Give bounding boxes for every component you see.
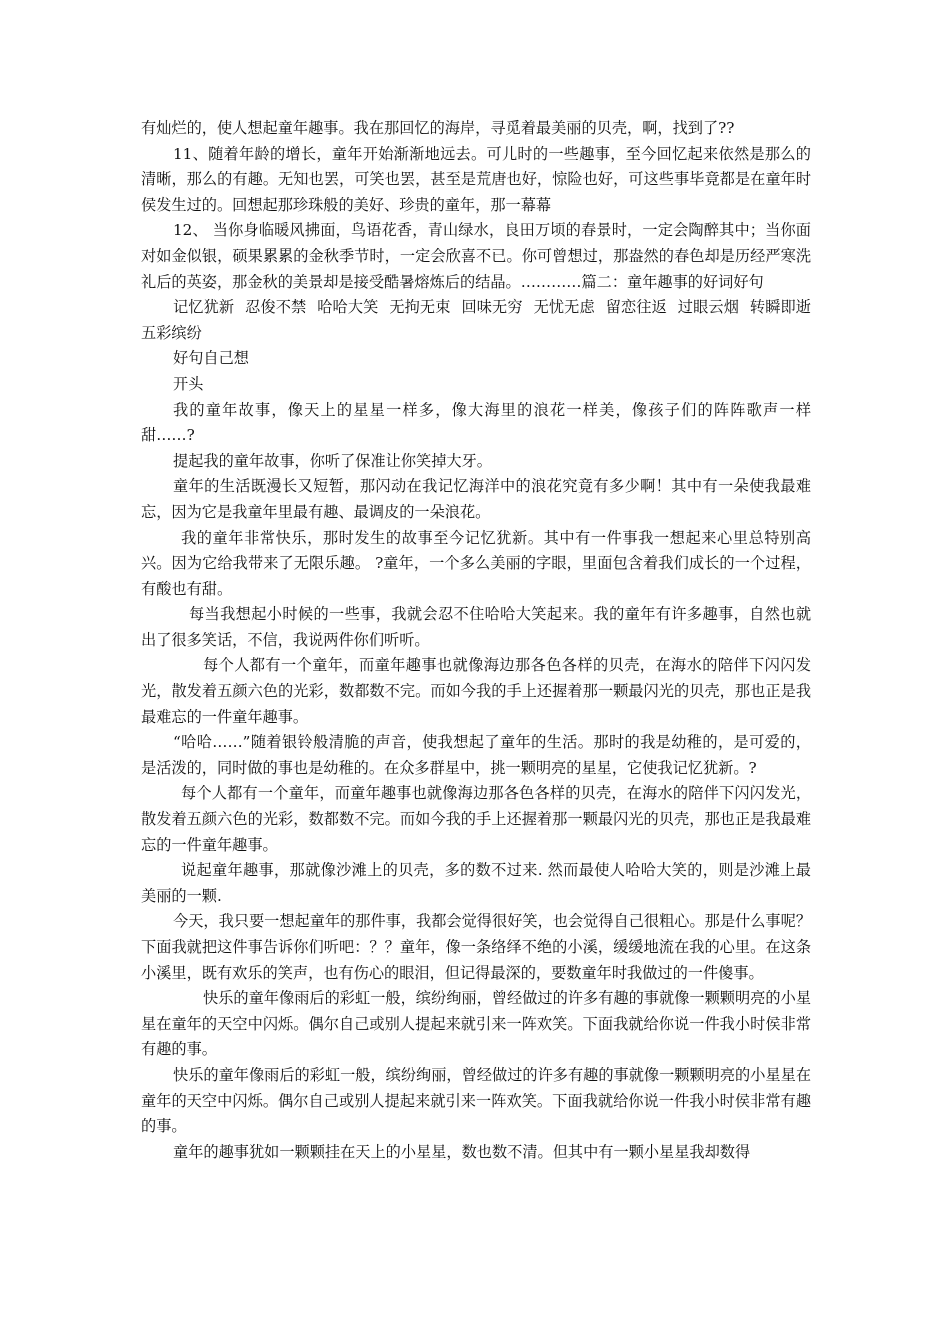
paragraph: 我的童年故事，像天上的星星一样多，像大海里的浪花一样美，像孩子们的阵阵歌声一样甜……? <box>141 400 811 445</box>
paragraph: 我的童年非常快乐，那时发生的故事至今记忆犹新。其中有一件事我一想起来心里总特别高兴。因为它给我带来了无限乐趣。 ?童年，一个多么美丽的字眼，里面包含着我们成长的一个过程，有酸也有甜。 <box>141 528 811 598</box>
paragraph: 说起童年趣事，那就像沙滩上的贝壳，多的数不过来. 然而最使人哈哈大笑的，则是沙滩上最美丽的一颗. <box>141 861 811 905</box>
paragraph: 童年的趣事犹如一颗颗挂在天上的小星星，数也数不清。但其中有一颗小星星我却数得 <box>173 1142 751 1161</box>
paragraph: “哈哈……”随着银铃般清脆的声音，使我想起了童年的生活。那时的我是幼稚的，是可爱的，是活泼的，同时做的事也是幼稚的。在众多群星中，挑一颗明亮的星星，它使我记忆犹新。? <box>141 733 811 777</box>
paragraph-continuation: 有灿烂的，使人想起童年趣事。我在那回忆的海岸，寻觅着最美丽的贝壳，啊，找到了?? <box>141 119 735 137</box>
paragraph: 每当我想起小时候的一些事，我就会忍不住哈哈大笑起来。我的童年有许多趣事，自然也就出了很多笑话，不信，我说两件你们听听。 <box>141 605 811 649</box>
paragraph: 快乐的童年像雨后的彩虹一般，缤纷绚丽，曾经做过的许多有趣的事就像一颗颗明亮的小星星在童年的天空中闪烁。偶尔自己或别人提起来就引来一阵欢笑。下面我就给你说一件我小时侯非常有趣的事。 <box>141 1065 811 1136</box>
good-sentences-heading: 好句自己想 <box>173 349 249 368</box>
paragraph: 每个人都有一个童年，而童年趣事也就像海边那各色各样的贝壳，在海水的陪伴下闪闪发光，散发着五颜六色的光彩，数都数不完。而如今我的手上还握着那一颗最闪光的贝壳，那也正是我最难忘的一件童年趣事。 <box>141 784 811 854</box>
paragraph: 每个人都有一个童年，而童年趣事也就像海边那各色各样的贝壳，在海水的陪伴下闪闪发光，散发着五颜六色的光彩，数都数不完。而如今我的手上还握着那一颗最闪光的贝壳，那也正是我最难忘的一件童年趣事。 <box>141 656 811 726</box>
paragraph: 快乐的童年像雨后的彩虹一般，缤纷绚丽，曾经做过的许多有趣的事就像一颗颗明亮的小星星在童年的天空中闪烁。偶尔自己或别人提起来就引来一阵欢笑。下面我就给你说一件我小时侯非常有趣的事。 <box>141 989 811 1059</box>
paragraph-item-11: 11、随着年龄的增长，童年开始渐渐地远去。可儿时的一些趣事，至今回忆起来依然是那么的清晰，那么的有趣。无知也罢，可笑也罢，甚至是荒唐也好，惊险也好，可这些事毕竟都是在童年时侯发生过的。回想起那珍珠般的美好、珍贵的童年，那一幕幕 <box>141 144 811 214</box>
opening-heading: 开头 <box>173 374 204 393</box>
good-words-list: 记忆犹新 忍俊不禁 哈哈大笑 无拘无束 回味无穷 无忧无虑 留恋往返 过眼云烟 转瞬即逝 五彩缤纷 <box>141 298 811 342</box>
document-page <box>141 116 811 1165</box>
paragraph: 童年的生活既漫长又短暂，那闪动在我记忆海洋中的浪花究竟有多少啊！其中有一朵使我最难忘，因为它是我童年里最有趣、最调皮的一朵浪花。 <box>141 477 811 521</box>
paragraph-item-12: 12、 当你身临暖风拂面，鸟语花香，青山绿水，良田万顷的春景时，一定会陶醉其中；当你面对如金似银，硕果累累的金秋季节时，一定会欣喜不已。你可曾想过，那盎然的春色却是历经严寒洗礼后的英姿，那金秋的美景却是接受酷暑熔炼后的结晶。…………篇二：童年趣事的好词好句 <box>141 221 811 291</box>
paragraph: 提起我的童年故事，你听了保准让你笑掉大牙。 <box>173 451 492 470</box>
paragraph: 今天，我只要一想起童年的那件事，我都会觉得很好笑，也会觉得自己很粗心。那是什么事呢？下面我就把这件事告诉你们听吧：？？童年，像一条络绎不绝的小溪，缓缓地流在我的心里。在这条小溪里，既有欢乐的笑声，也有伤心的眼泪，但记得最深的，要数童年时我做过的一件傻事。 <box>141 912 811 982</box>
